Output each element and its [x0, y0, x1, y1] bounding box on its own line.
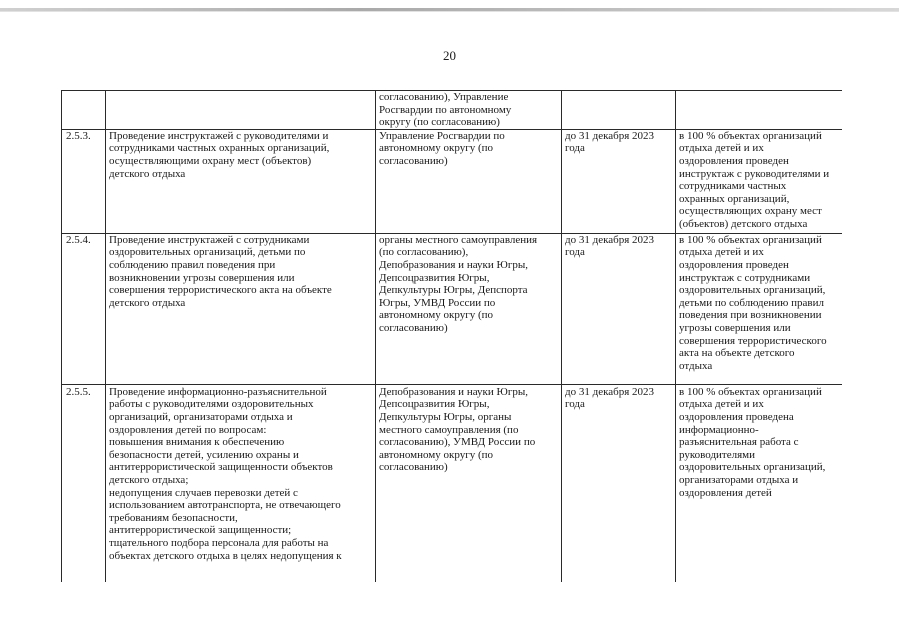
measures-table [61, 90, 842, 582]
action-cell: Проведение инструктажей с руководителями и сотрудниками частных охранных организаций, осуществляющими охрану мест (объектов) детского отдыха [106, 129, 376, 233]
action-cell: Проведение инструктажей с сотрудниками оздоровительных организаций, детьми по соблюдению правил поведения при возникновении угрозы совершения или совершения террористического акта на объекте детского отдыха [106, 233, 376, 384]
executor-cell: согласованию), Управление Росгвардии по автономному округу (по согласованию) [376, 91, 562, 130]
action-cell [106, 91, 376, 130]
table-row [62, 129, 843, 233]
deadline-cell: до 31 декабря 2023 года [562, 233, 676, 384]
row-number-cell [62, 91, 106, 130]
row-number-cell: 2.5.5. [62, 384, 106, 582]
deadline-cell: до 31 декабря 2023 года [562, 129, 676, 233]
executor-cell: Управление Росгвардии по автономному округу (по согласованию) [376, 129, 562, 233]
table-row-continuation [62, 91, 843, 130]
action-cell: Проведение информационно-разъяснительной работы с руководителями оздоровительных организаций, организаторами отдыха и оздоровления детей по вопросам: повышения внимания к обеспечению безопасности детей, усилению охраны и антитеррористической защищенности объектов детского отдыха; недопущения случаев перевозки детей с использованием автотранспорта, не отвечающего требованиям безопасности, антитеррористической защищенности; тщательного подбора персонала для работы на объектах детского отдыха в целях недопущения к [106, 384, 376, 582]
document-table-area [61, 90, 842, 582]
scan-edge-shadow [0, 11, 899, 12]
table-row [62, 384, 843, 582]
result-cell [676, 91, 843, 130]
result-cell: в 100 % объектах организаций отдыха детей и их оздоровления проведена информационно- разъяснительная работа с руководителями оздоровительных организаций, организаторами отдыха и оздоровления детей [676, 384, 843, 582]
row-number-cell: 2.5.4. [62, 233, 106, 384]
result-cell: в 100 % объектах организаций отдыха детей и их оздоровления проведен инструктаж с сотрудниками оздоровительных организаций, детьми по соблюдению правил поведения при возникновении угрозы совершения или совершения террористического акта на объекте детского отдыха [676, 233, 843, 384]
result-cell: в 100 % объектах организаций отдыха детей и их оздоровления проведен инструктаж с руководителями и сотрудниками частных охранных организаций, осуществляющих охрану мест (объектов) детского отдыха [676, 129, 843, 233]
row-number-cell: 2.5.3. [62, 129, 106, 233]
deadline-cell [562, 91, 676, 130]
page-number: 20 [443, 48, 456, 63]
deadline-cell: до 31 декабря 2023 года [562, 384, 676, 582]
executor-cell: Депобразования и науки Югры, Депсоцразвития Югры, Депкультуры Югры, органы местного самоуправления (по согласованию), УМВД России по автономному округу (по согласованию) [376, 384, 562, 582]
table-row [62, 233, 843, 384]
executor-cell: органы местного самоуправления (по согласованию), Депобразования и науки Югры, Депсоцразвития Югры, Депкультуры Югры, Депспорта Югры, УМВД России по автономному округу (по согласованию) [376, 233, 562, 384]
